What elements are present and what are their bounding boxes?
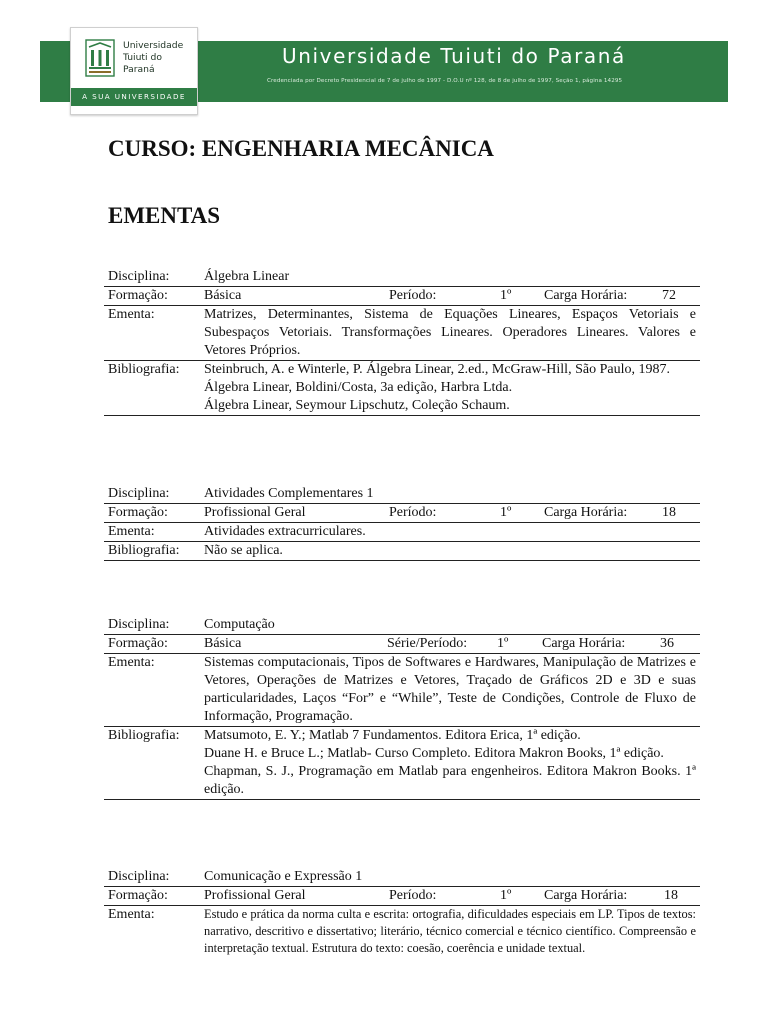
- periodo-label: Período:: [389, 288, 437, 303]
- formacao-row: [104, 287, 700, 306]
- ementa-label: Ementa:: [108, 524, 155, 539]
- ementa-row: [104, 906, 700, 957]
- carga-label: Carga Horária:: [542, 636, 626, 651]
- section-title: EMENTAS: [108, 203, 221, 228]
- disciplina-label: Disciplina:: [108, 617, 170, 632]
- ementa-value: Estudo e prática da norma culta e escrita: ortografia, dificuldades especiais em LP. Tipos de textos: narrativo, descritivo e dissertativo; literário, técnico comercial e técnico científico. Compreensão e interpretação textual. Estrutura do texto: coesão, coerência e unidade textual.: [204, 907, 696, 955]
- carga-label: Carga Horária:: [544, 288, 628, 303]
- logo-line-2: Tuiuti do: [123, 52, 162, 63]
- utp-emblem-icon: [85, 39, 115, 77]
- logo-line-1: Universidade: [123, 40, 184, 51]
- carga-value: 18: [664, 888, 678, 903]
- formacao-value: Básica: [204, 288, 242, 303]
- bibliografia-row: [104, 542, 700, 561]
- carga-value: 36: [660, 636, 674, 651]
- ementa-value: Atividades extracurriculares.: [204, 524, 366, 539]
- disciplina-label: Disciplina:: [108, 269, 170, 284]
- formacao-value: Profissional Geral: [204, 888, 306, 903]
- ementa-label: Ementa:: [108, 307, 155, 322]
- ementa-value: Sistemas computacionais, Tipos de Softwares e Hardwares, Manipulação de Matrizes e Vetores, Operações de Matrizes e Vetores, Traçado de Gráficos 2D e 3D e suas particularidades, Laços “For” e “While”, Teste de Condições, Controle de Fluxo de Informação, Programação.: [204, 655, 696, 724]
- periodo-value: 1º: [497, 636, 509, 651]
- bibliografia-item: Álgebra Linear, Boldini/Costa, 3a edição, Harbra Ltda.: [204, 380, 513, 395]
- bibliografia-label: Bibliografia:: [108, 728, 180, 743]
- logo-tagline: A SUA UNIVERSIDADE: [71, 88, 197, 106]
- course-title: CURSO: ENGENHARIA MECÂNICA: [108, 136, 494, 161]
- disciplina-value: Atividades Complementares 1: [204, 486, 374, 501]
- bibliografia-list: [204, 542, 700, 560]
- carga-label: Carga Horária:: [544, 505, 628, 520]
- disciplina-value: Álgebra Linear: [204, 269, 290, 284]
- disciplina-label: Disciplina:: [108, 486, 170, 501]
- university-logo: [70, 27, 198, 115]
- course-block-algebra: [104, 268, 700, 416]
- bibliografia-item: Steinbruch, A. e Winterle, P. Álgebra Linear, 2.ed., McGraw-Hill, São Paulo, 1987.: [204, 362, 670, 377]
- logo-line-3: Paraná: [123, 64, 155, 75]
- course-block-atividades: [104, 485, 700, 561]
- ementa-row: [104, 654, 700, 727]
- course-block-computacao: [104, 616, 700, 800]
- serie-periodo-label: Série/Período:: [387, 636, 468, 651]
- bibliografia-list: [204, 361, 700, 415]
- periodo-label: Período:: [389, 505, 437, 520]
- periodo-label: Período:: [389, 888, 437, 903]
- formacao-row: [104, 887, 700, 906]
- disciplina-value: Computação: [204, 617, 275, 632]
- formacao-row: [104, 635, 700, 654]
- disciplina-row: [104, 616, 700, 635]
- carga-value: 72: [662, 288, 676, 303]
- bibliografia-list: [204, 727, 700, 799]
- bibliografia-row: [104, 727, 700, 800]
- university-title: Universidade Tuiuti do Paraná: [282, 44, 626, 68]
- bibliografia-label: Bibliografia:: [108, 543, 180, 558]
- periodo-value: 1º: [500, 888, 512, 903]
- disciplina-label: Disciplina:: [108, 869, 170, 884]
- bibliografia-item: Não se aplica.: [204, 543, 283, 558]
- bibliografia-row: [104, 361, 700, 416]
- periodo-value: 1º: [500, 505, 512, 520]
- periodo-value: 1º: [500, 288, 512, 303]
- ementa-label: Ementa:: [108, 907, 155, 922]
- formacao-label: Formação:: [108, 636, 168, 651]
- formacao-label: Formação:: [108, 288, 168, 303]
- formacao-label: Formação:: [108, 888, 168, 903]
- formacao-value: Básica: [204, 636, 242, 651]
- disciplina-value: Comunicação e Expressão 1: [204, 869, 363, 884]
- bibliografia-item: Álgebra Linear, Seymour Lipschutz, Coleção Schaum.: [204, 398, 510, 413]
- accreditation-subtitle: Credenciada por Decreto Presidencial de 7 de julho de 1997 - D.O.U nº 128, de 8 de julho de 1997, Seção 1, página 14295: [267, 78, 623, 84]
- carga-label: Carga Horária:: [544, 888, 628, 903]
- bibliografia-item: Matsumoto, E. Y.; Matlab 7 Fundamentos. Editora Erica, 1ª edição.: [204, 728, 581, 743]
- logo-wordmark: [123, 40, 195, 76]
- formacao-label: Formação:: [108, 505, 168, 520]
- ementa-row: [104, 306, 700, 361]
- bibliografia-item: Duane H. e Bruce L.; Matlab- Curso Completo. Editora Makron Books, 1ª edição.: [204, 746, 664, 761]
- disciplina-row: [104, 268, 700, 287]
- disciplina-row: [104, 868, 700, 887]
- ementa-value: Matrizes, Determinantes, Sistema de Equações Lineares, Espaços Vetoriais e Subespaços Vetoriais. Transformações Lineares. Operadores Lineares. Valores e Vetores Próprios.: [204, 307, 696, 358]
- bibliografia-label: Bibliografia:: [108, 362, 180, 377]
- formacao-value: Profissional Geral: [204, 505, 306, 520]
- ementa-row: [104, 523, 700, 542]
- course-block-comunicacao: [104, 868, 700, 957]
- carga-value: 18: [662, 505, 676, 520]
- bibliografia-item: Chapman, S. J., Programação em Matlab para engenheiros. Editora Makron Books. 1ª edição.: [204, 764, 696, 797]
- disciplina-row: [104, 485, 700, 504]
- ementa-label: Ementa:: [108, 655, 155, 670]
- formacao-row: [104, 504, 700, 523]
